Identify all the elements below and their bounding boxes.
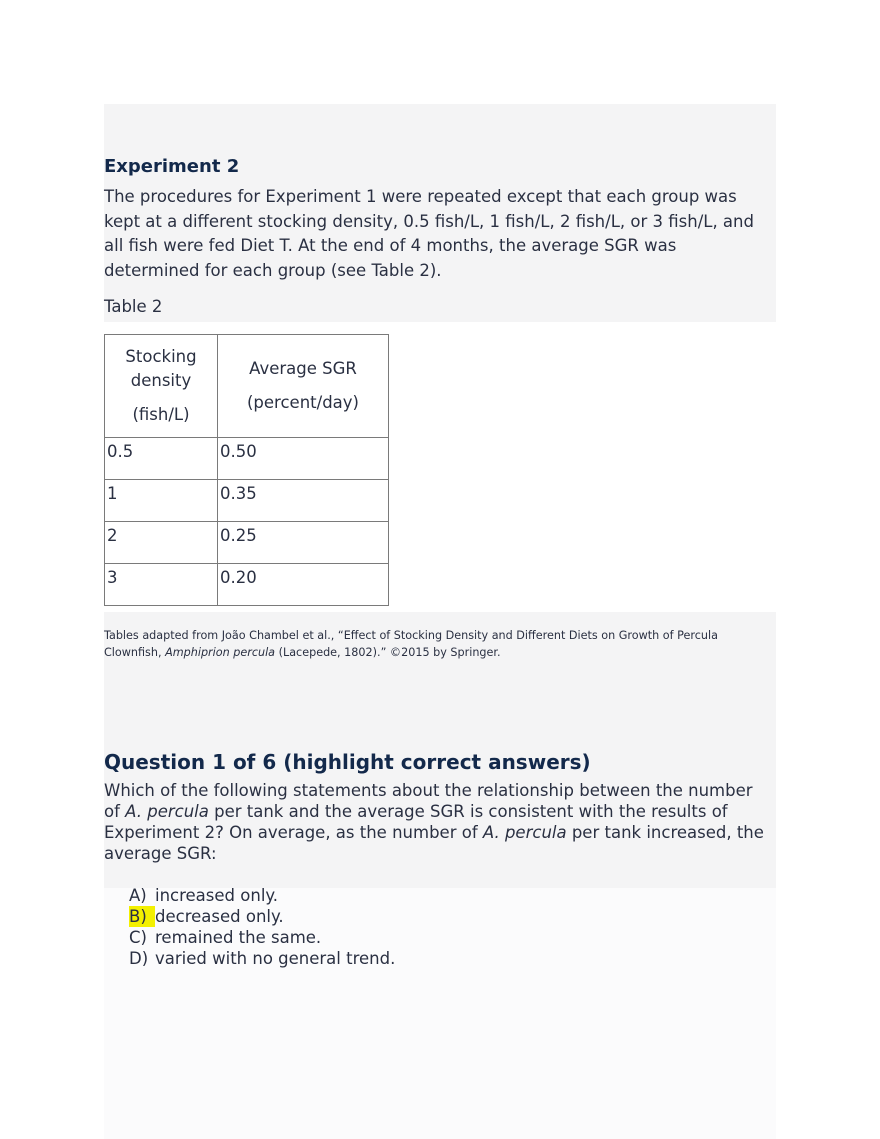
answer-option-d[interactable] [129,948,395,969]
header-average-sgr-label: Average SGR [249,359,357,378]
question-text [104,780,772,864]
experiment-heading: Experiment 2 [104,156,240,177]
option-text: remained the same. [155,928,322,947]
source-citation-end: (Lacepede, 1802).” ©2015 by Springer. [275,646,501,659]
answer-options [129,885,395,969]
experiment-paragraph: The procedures for Experiment 1 were repeated except that each group was kept at a different stocking density, 0.5 fish/L, 1 fish/L, 2 fish/L, or 3 fish/L, and all fish were fed Diet T. At the end of 4 months, the average SGR was determined for each group (see Table 2). [104,187,754,280]
header-stocking-density [105,335,218,438]
table-label: Table 2 [104,297,163,316]
species-name: A. percula [482,823,567,842]
question-text-part: per tank and the average SGR is consistent with the results of Experiment 2? On average, as the number of [104,802,728,842]
source-citation [104,627,764,661]
answer-option-b[interactable] [129,906,395,927]
table-row [105,522,389,564]
question-text-part: per tank increased, the average SGR: [104,823,764,863]
question-text-part: Which of the following statements about the relationship between the number of [104,781,753,821]
species-name: A. percula [125,802,209,821]
option-letter: C) [129,928,147,947]
table-header-row [105,335,389,438]
cell-density: 2 [105,522,218,564]
question-heading: Question 1 of 6 (highlight correct answers) [104,750,591,774]
table-row [105,438,389,480]
header-average-sgr [218,335,389,438]
table-row [105,564,389,606]
option-letter: A) [129,886,147,905]
source-citation-text: Tables adapted from João Chambel et al., “Effect of Stocking Density and Different Diets on Growth of Percula Clownfish, [104,629,718,659]
option-text: increased only. [155,886,279,905]
cell-density: 0.5 [105,438,218,480]
table-row [105,480,389,522]
option-letter: D) [129,949,149,968]
cell-density: 3 [105,564,218,606]
source-species-name: Amphiprion percula [165,646,276,659]
cell-density: 1 [105,480,218,522]
option-letter-highlighted: B) [129,906,155,927]
header-average-sgr-unit: (percent/day) [247,393,359,412]
header-stocking-density-unit: (fish/L) [132,405,190,424]
stocking-density-table [104,334,389,606]
option-text: varied with no general trend. [155,949,396,968]
option-text: decreased only. [155,907,284,926]
cell-sgr: 0.50 [218,438,389,480]
cell-sgr: 0.35 [218,480,389,522]
cell-sgr: 0.25 [218,522,389,564]
answer-option-c[interactable] [129,927,395,948]
cell-sgr: 0.20 [218,564,389,606]
header-stocking-density-label: Stocking density [125,347,197,390]
answer-option-a[interactable] [129,885,395,906]
